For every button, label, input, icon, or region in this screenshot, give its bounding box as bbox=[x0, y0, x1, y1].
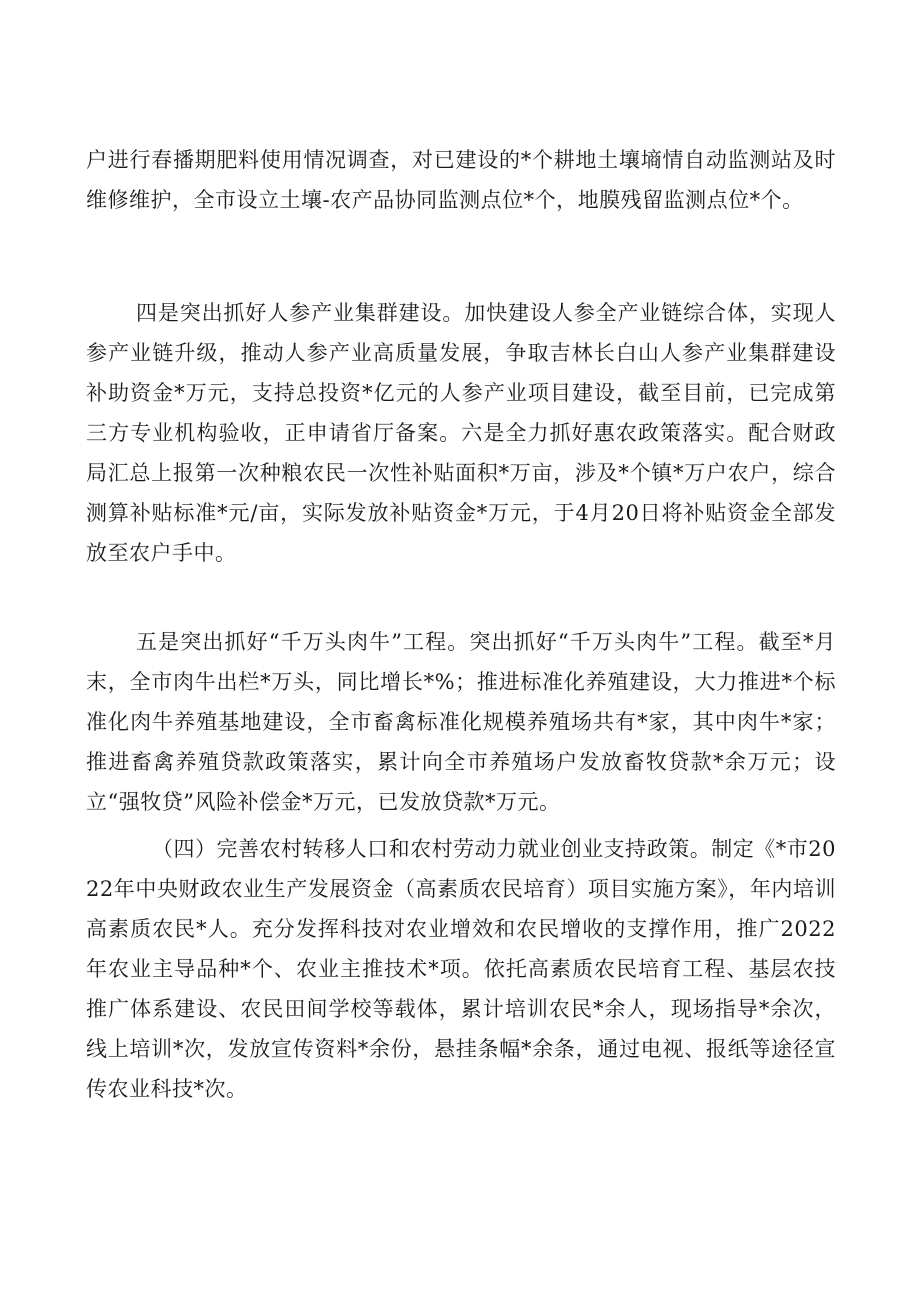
paragraph-rural-labor-policy: （四）完善农村转移人口和农村劳动力就业创业支持政策。制定《*市2022年中央财政农业生产发展资金（高素质农民培育）项目实施方案》，年内培训高素质农民*人。充分发挥科技对农业增效和农民增收的支撑作用，推广2022年农业主导品种*个、农业主推技术*项。依托高素质农民培育工程、基层农技推广体系建设、农民田间学校等载体，累计培训农民*余人，现场指导*余次，线上培训*次，发放宣传资料*余份，悬挂条幅*余条，通过电视、报纸等途径宣传农业科技*次。 bbox=[86, 837, 836, 1101]
paragraph-ginseng-industry: 四是突出抓好人参产业集群建设。加快建设人参全产业链综合体，实现人参产业链升级，推动人参产业高质量发展，争取吉林长白山人参产业集群建设补助资金*万元，支持总投资*亿元的人参产业项目建设，截至目前，已完成第三方专业机构验收，正申请省厅备案。六是全力抓好惠农政策落实。配合财政局汇总上报第一次种粮农民一次性补贴面积*万亩，涉及*个镇*万户农户，综合测算补贴标准*元/亩，实际发放补贴资金*万元，于4月20日将补贴资金全部发放至农户手中。 bbox=[86, 301, 836, 565]
paragraph-beef-cattle-project: 五是突出抓好“千万头肉牛”工程。突出抓好“千万头肉牛”工程。截至*月末，全市肉牛出栏*万头，同比增长*%；推进标准化养殖建设，大力推进*个标准化肉牛养殖基地建设，全市畜禽标准化规模养殖场共有*家，其中肉牛*家；推进畜禽养殖贷款政策落实，累计向全市养殖场户发放畜牧贷款*余万元；设立“强牧贷”风险补偿金*万元，已发放贷款*万元。 bbox=[86, 630, 836, 814]
paragraph-soil-monitoring: 户进行春播期肥料使用情况调查，对已建设的*个耕地土壤墒情自动监测站及时维修维护，全市设立土壤-农产品协同监测点位*个，地膜残留监测点位*个。 bbox=[86, 148, 836, 212]
